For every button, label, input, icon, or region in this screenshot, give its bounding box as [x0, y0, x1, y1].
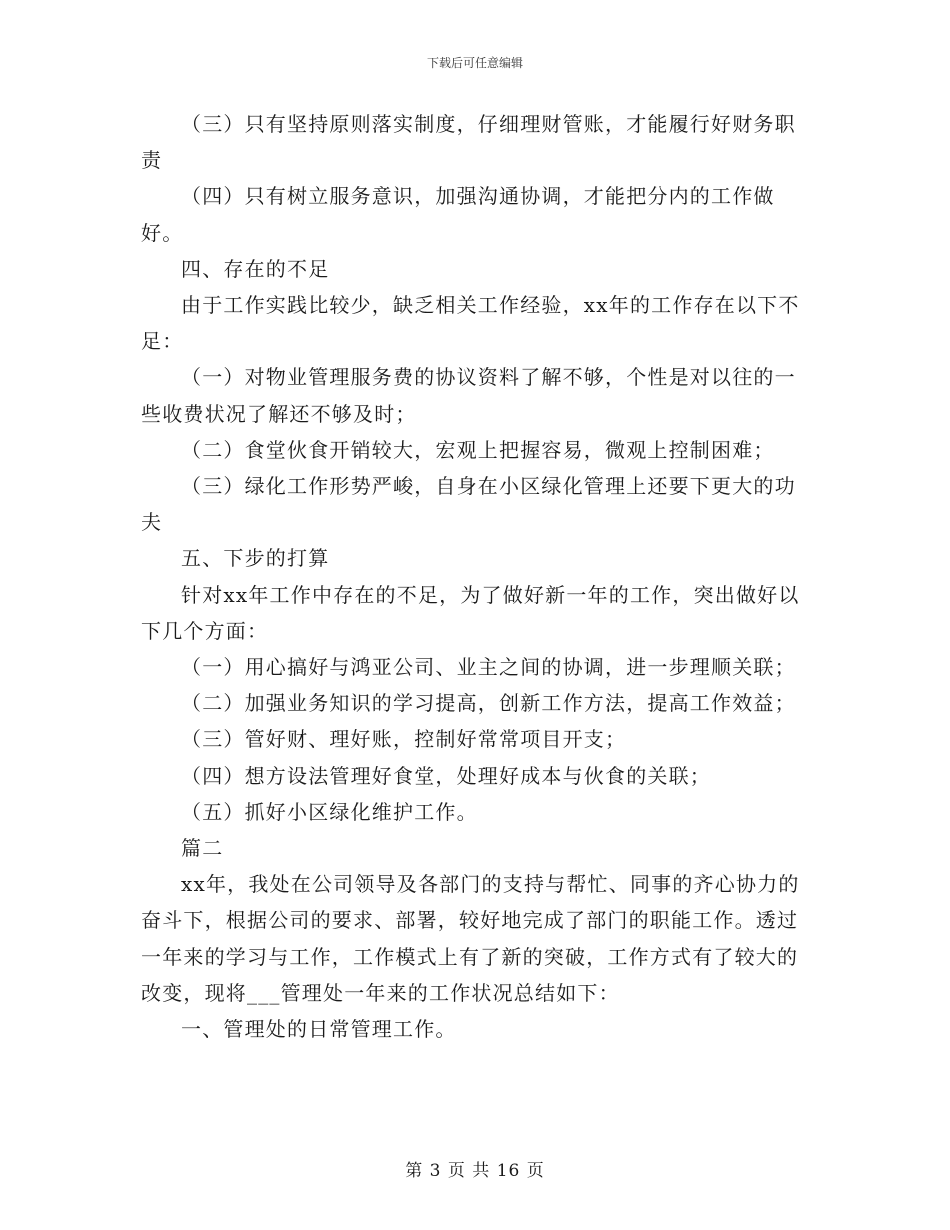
paragraph: （三）管好财、理好账，控制好常常项目开支；	[181, 727, 627, 752]
section-heading: 篇二	[181, 836, 224, 861]
paragraph: （三）绿化工作形势严峻，自身在小区绿化管理上还要下更大的功夫	[141, 474, 796, 535]
paragraph: （三）只有坚持原则落实制度，仔细理财管账，才能履行好财务职责	[141, 112, 796, 173]
section-heading: 四、存在的不足	[181, 256, 330, 281]
section-heading: 五、下步的打算	[181, 546, 330, 571]
paragraph: （一）用心搞好与鸿亚公司、业主之间的协调，进一步理顺关联；	[181, 655, 796, 680]
paragraph: （四）想方设法管理好食堂，处理好成本与伙食的关联；	[181, 763, 711, 788]
document-body	[141, 106, 811, 1047]
page-header: 下载后可任意编辑	[426, 56, 523, 70]
paragraph: （二）加强业务知识的学习提高，创新工作方法，提高工作效益；	[181, 691, 796, 716]
paragraph: （四）只有树立服务意识，加强沟通协调，才能把分内的工作做好。	[141, 184, 775, 245]
page-footer: 第 3 页 共 16 页	[405, 1161, 545, 1181]
paragraph: （五）抓好小区绿化维护工作。	[181, 799, 478, 824]
paragraph: 针对xx年工作中存在的不足，为了做好新一年的工作，突出做好以下几个方面：	[141, 582, 800, 643]
paragraph: （一）对物业管理服务费的协议资料了解不够，个性是对以往的一些收费状况了解还不够及时；	[141, 365, 796, 426]
paragraph: xx年，我处在公司领导及各部门的支持与帮忙、同事的齐心协力的奋斗下，根据公司的要求、部署，较好地完成了部门的职能工作。透过一年来的学习与工作，工作模式上有了新的突破，工作方式有了较大的改变，现将___管理处一年来的工作状况总结如下：	[141, 872, 800, 1005]
section-heading: 一、管理处的日常管理工作。	[181, 1017, 457, 1042]
paragraph: 由于工作实践比较少，缺乏相关工作经验，xx年的工作存在以下不足：	[141, 293, 800, 354]
paragraph: （二）食堂伙食开销较大，宏观上把握容易，微观上控制困难；	[181, 437, 775, 462]
